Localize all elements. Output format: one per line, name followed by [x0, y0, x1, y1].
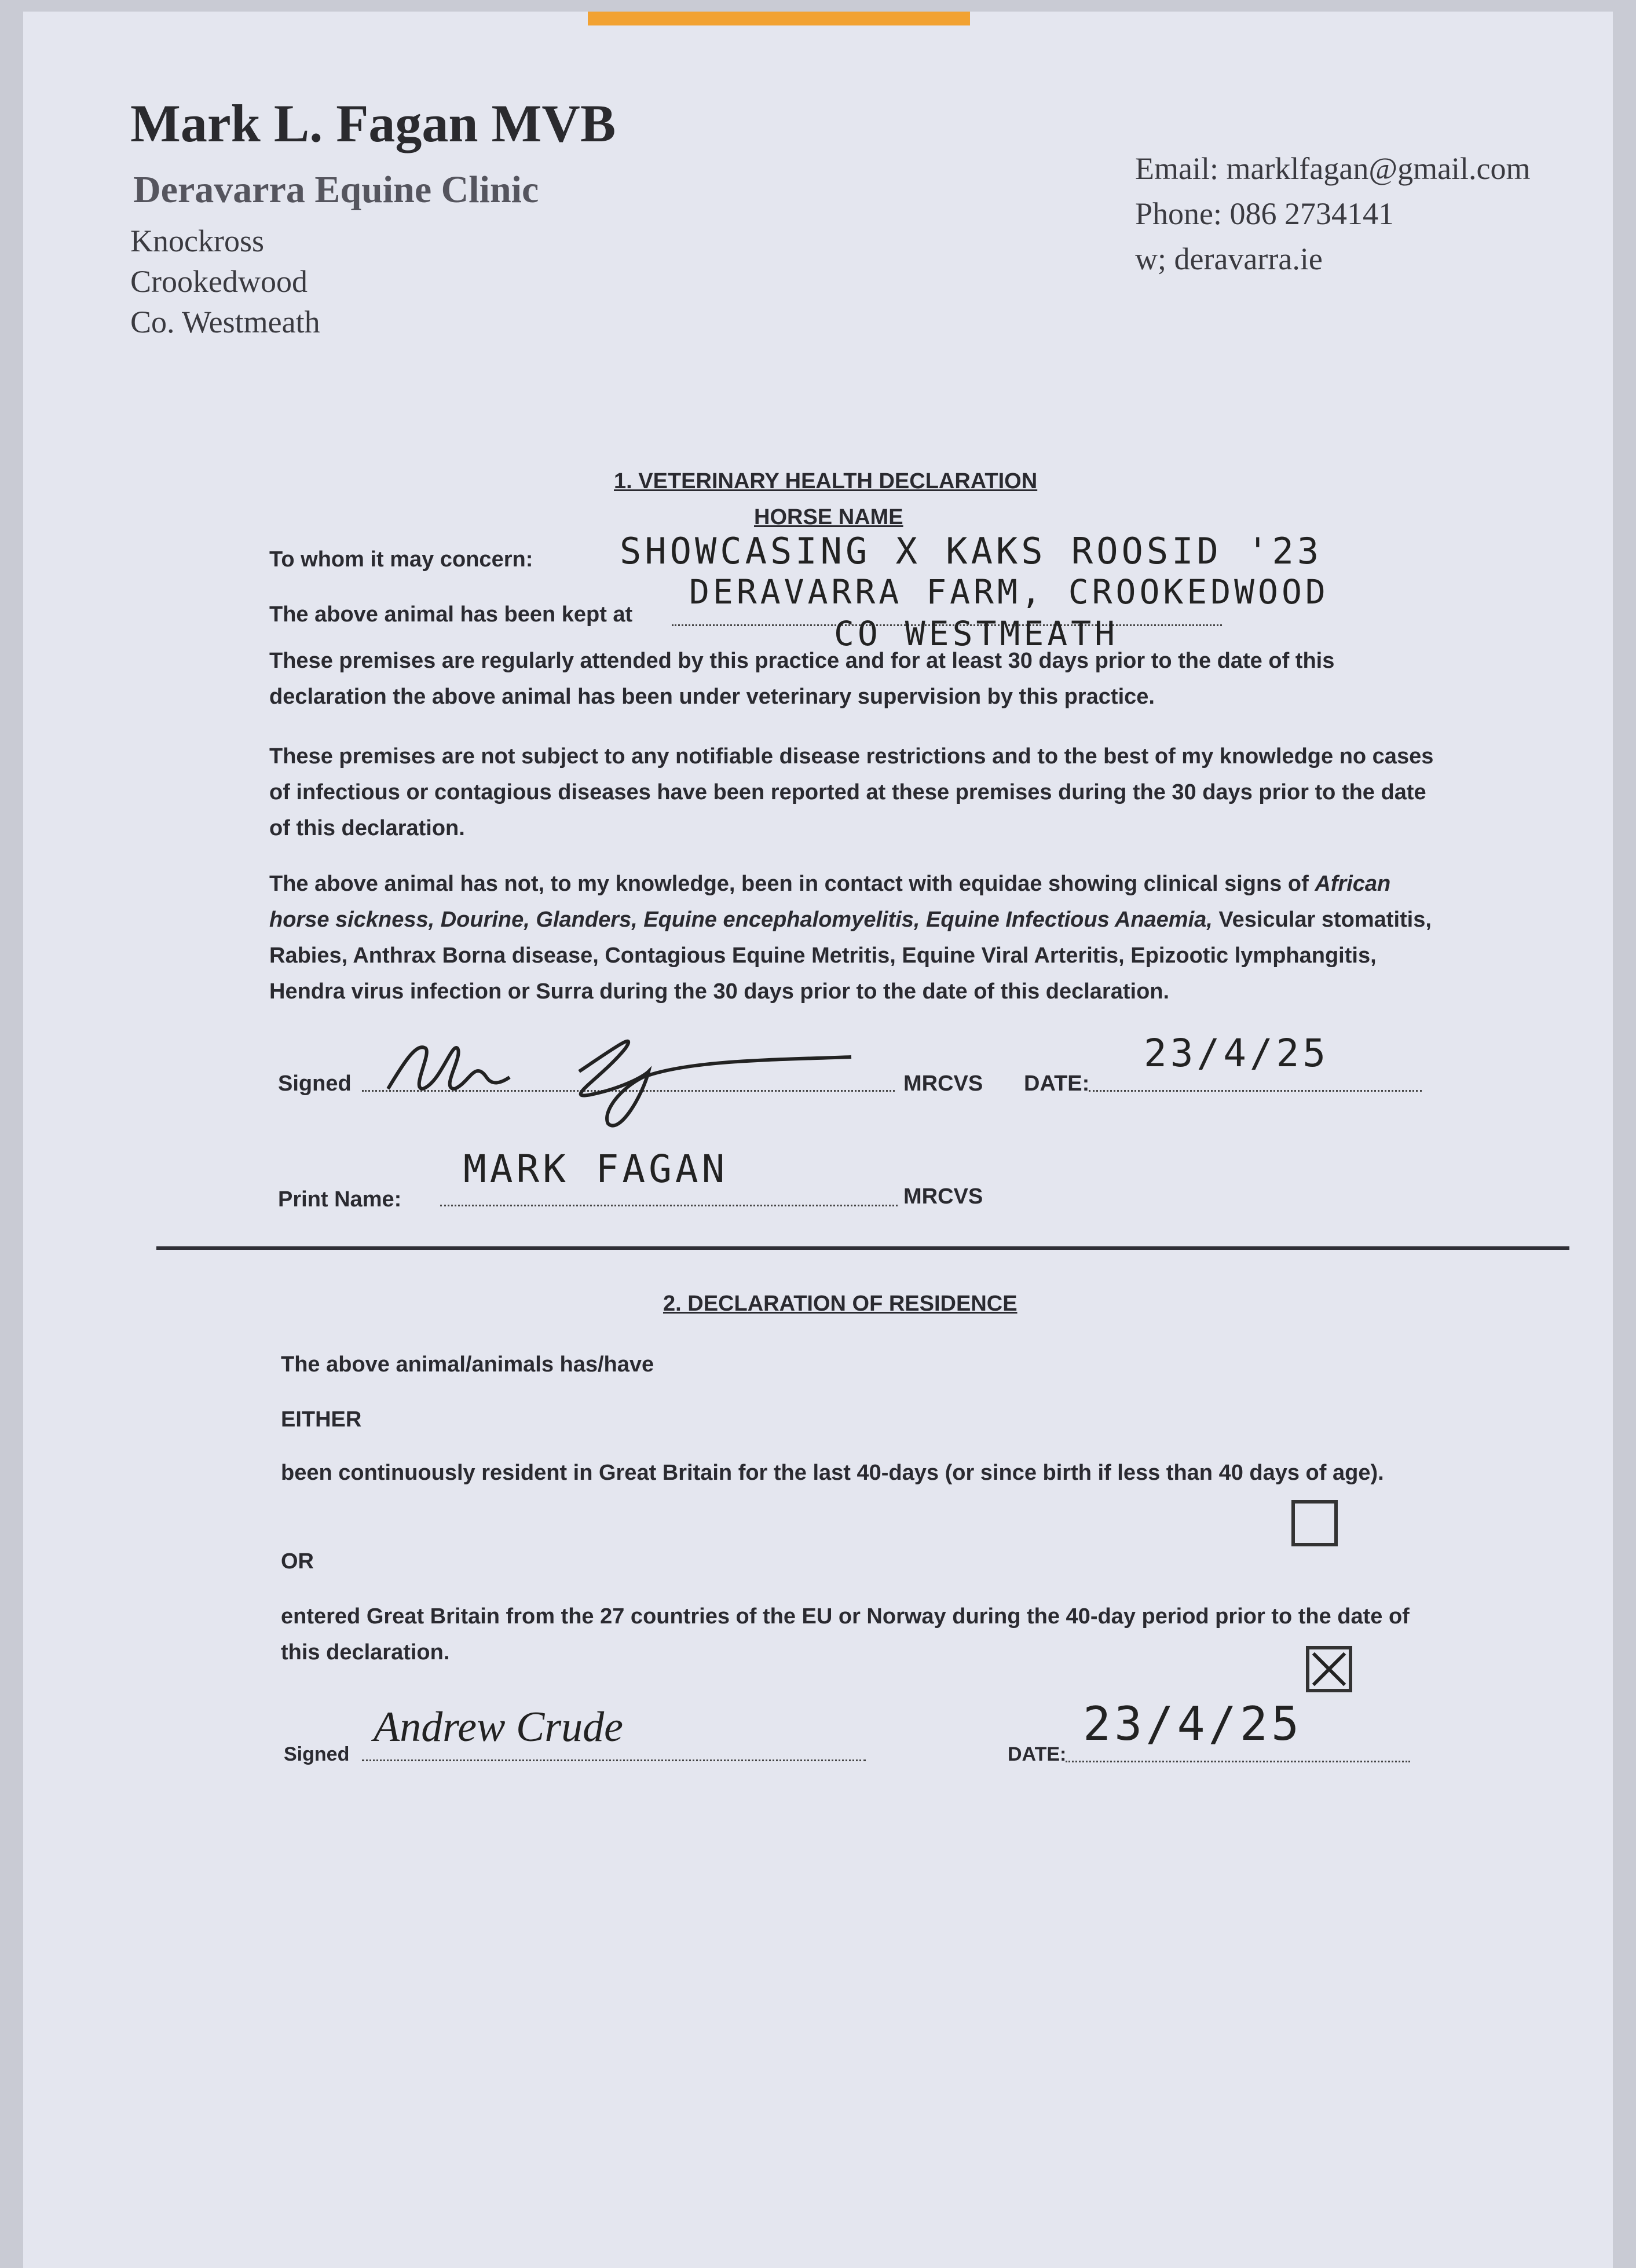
address-line-3: Co. Westmeath: [130, 305, 320, 339]
option1-text: been continuously resident in Great Britain for the last 40-days (or since birth if less than 40 days of age).: [281, 1461, 1384, 1485]
kept-at-label: The above animal has been kept at: [269, 602, 633, 627]
declaration-sheet: [23, 12, 1613, 2268]
mrcvs-label-2: MRCVS: [903, 1184, 983, 1209]
to-whom-label: To whom it may concern:: [269, 547, 533, 572]
paragraph-supervision: These premises are regularly attended by this practice and for at least 30 days prior to the date of this declaration the above animal has been under veterinary supervision by this practice.: [269, 649, 1335, 709]
residence-intro: The above animal/animals has/have: [281, 1352, 654, 1377]
either-label: EITHER: [281, 1407, 362, 1432]
address-line-1: Knockross: [130, 224, 264, 258]
section-divider: [156, 1246, 1569, 1250]
owner-signature: Andrew Crude: [374, 1703, 623, 1751]
date-value-1: 23/4/25: [1144, 1031, 1330, 1076]
print-name-line: [440, 1205, 898, 1206]
contact-email: Email: marklfagan@gmail.com: [1135, 151, 1531, 186]
horse-name-value: SHOWCASING X KAKS ROOSID '23: [620, 530, 1323, 572]
or-label: OR: [281, 1549, 314, 1574]
kept-at-value-2: CO WESTMEATH: [834, 614, 1119, 653]
section2-title: 2. DECLARATION OF RESIDENCE: [663, 1292, 1018, 1316]
paragraph-restrictions: These premises are not subject to any notifiable disease restrictions and to the best of my knowledge no cases of infectious or contagious diseases have been reported at these premises during the 30 days prior to the date of this declaration.: [269, 744, 1434, 840]
mrcvs-label-1: MRCVS: [903, 1071, 983, 1096]
section1-title: 1. VETERINARY HEALTH DECLARATION: [614, 469, 1038, 493]
date-label-1: DATE:: [1024, 1071, 1090, 1096]
paragraph-disease-rest: Vesicular stomatitis, Rabies, Anthrax Borna disease, Contagious Equine Metritis, Equine Viral Arteritis, Epizootic lymphangitis, Hendra virus infection or Surra during the 30 days prior to the date of this declaration.: [269, 908, 1432, 1004]
print-name-label: Print Name:: [278, 1187, 402, 1212]
kept-at-value-1: DERAVARRA FARM, CROOKEDWOOD: [689, 572, 1329, 612]
option2-text: entered Great Britain from the 27 countries of the EU or Norway during the 40-day period prior to the date of this declaration.: [281, 1604, 1410, 1665]
signed-label-1: Signed: [278, 1071, 352, 1096]
horse-name-heading: HORSE NAME: [754, 505, 903, 529]
address-line-2: Crookedwood: [130, 264, 308, 299]
contact-web: w; deravarra.ie: [1135, 242, 1323, 276]
date-line-2: [1066, 1761, 1410, 1762]
sticky-tab: [588, 12, 970, 25]
paragraph-disease-italic: African horse sickness, Dourine, Glanders, Equine encephalomyelitis, Equine Infectious Anaemia,: [269, 872, 1391, 932]
option2-checkbox[interactable]: [1306, 1646, 1352, 1692]
vet-signature: [371, 1008, 892, 1135]
date-line-1: [1089, 1090, 1422, 1092]
date-label-2: DATE:: [1008, 1743, 1067, 1765]
signature-line-2: [362, 1759, 866, 1761]
paragraph-disease-contact: [269, 866, 1445, 1009]
clinic-name: Deravarra Equine Clinic: [133, 169, 539, 211]
contact-phone: Phone: 086 2734141: [1135, 196, 1395, 231]
option1-checkbox[interactable]: [1291, 1500, 1338, 1546]
vet-name: Mark L. Fagan MVB: [130, 94, 616, 153]
checked-x-icon: [1309, 1649, 1349, 1689]
print-name-value: MARK FAGAN: [463, 1147, 729, 1191]
signed-label-2: Signed: [284, 1743, 350, 1765]
paragraph-disease-start: The above animal has not, to my knowledge, been in contact with equidae showing clinical signs of: [269, 872, 1309, 896]
date-value-2: 23/4/25: [1083, 1697, 1303, 1751]
